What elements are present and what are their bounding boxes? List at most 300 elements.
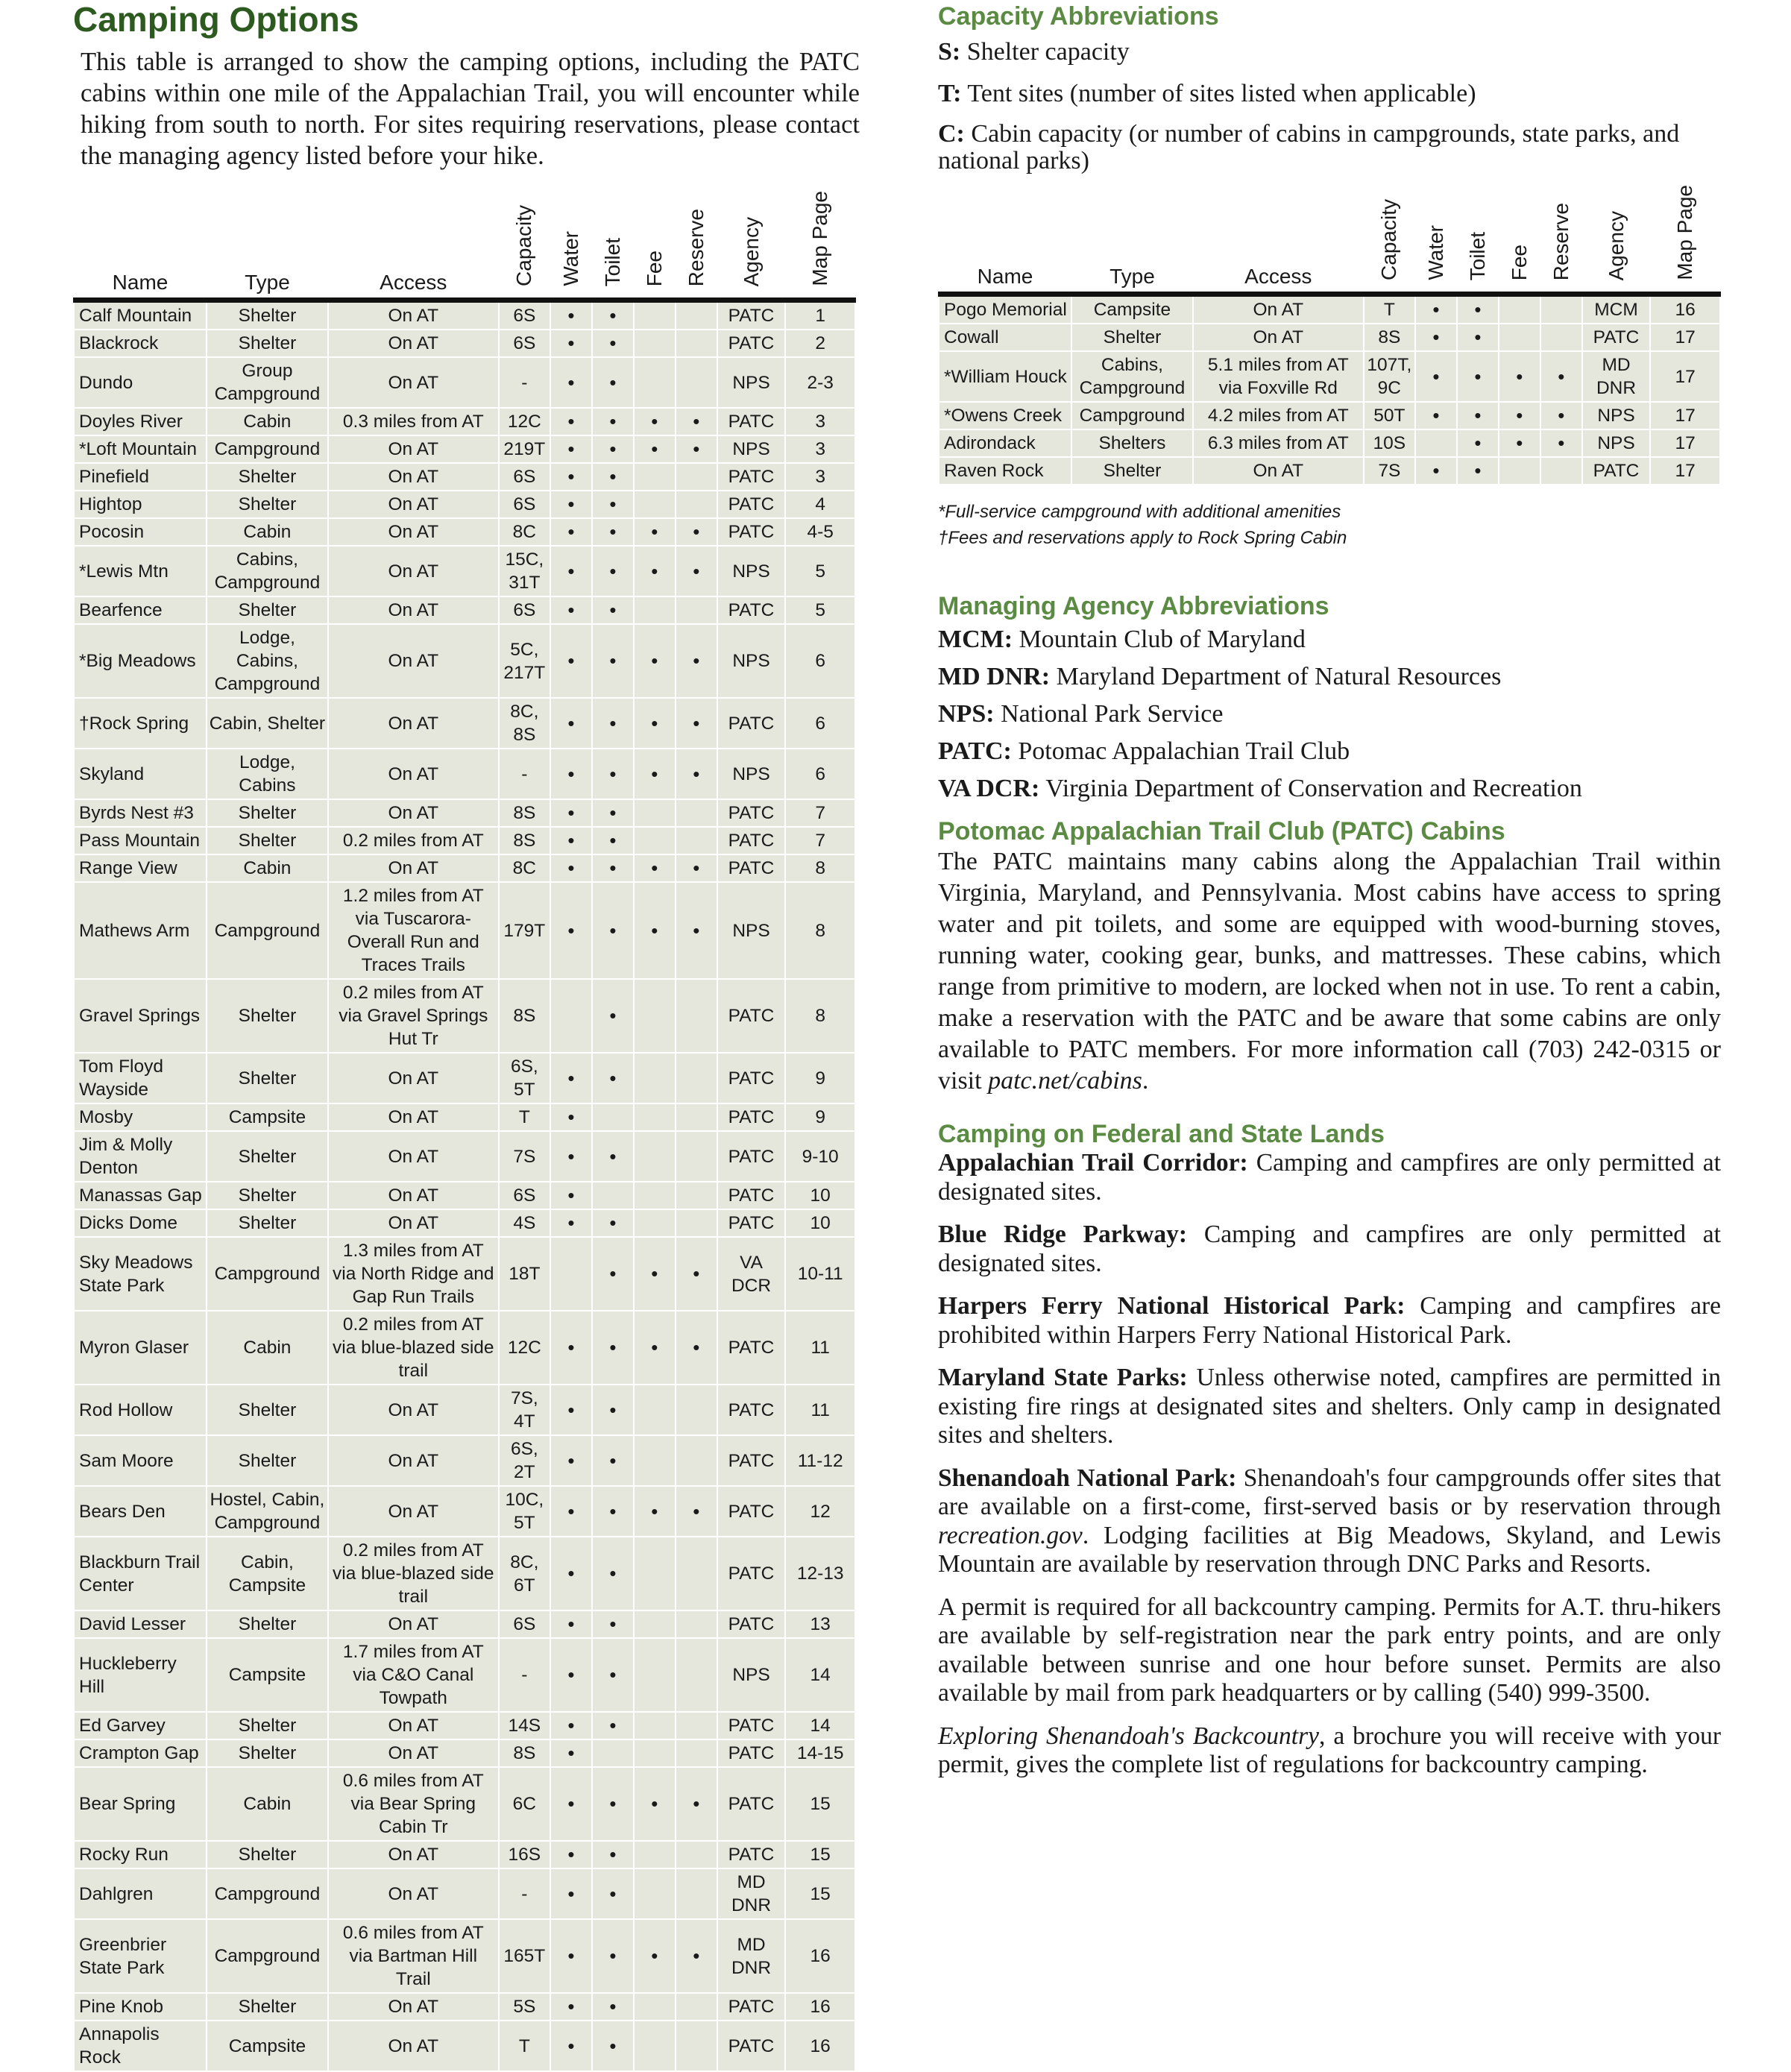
cell-reserve: • [1540,429,1582,457]
table-row [74,1131,855,1182]
cell-name: Pogo Memorial [939,295,1071,324]
cell-fee [634,330,676,357]
cell-agency: PATC [717,596,786,624]
cell-water: • [550,596,592,624]
cell-capacity: 8S [1364,324,1415,351]
cell-access: On AT [328,2021,499,2071]
cell-map-page: 17 [1650,429,1720,457]
cell-capacity: 4S [499,1209,550,1237]
cell-access: On AT [328,1739,499,1767]
cell-toilet: • [592,1993,634,2021]
cell-reserve [1540,295,1582,324]
cell-agency: PATC [717,827,786,854]
cell-access: On AT [328,698,499,749]
capacity-abbrev-list [938,37,1721,174]
agency-abbrev-item: PATC: Potomac Appalachian Trail Club [938,737,1350,765]
table-row [74,1610,855,1638]
cell-agency: PATC [717,1385,786,1435]
cell-access: 1.7 miles from AT via C&O Canal Towpath [328,1638,499,1712]
cell-type: Cabins, Campground [207,546,328,596]
cell-access: On AT [328,330,499,357]
cell-reserve [1540,324,1582,351]
table-row [939,324,1720,351]
cell-fee [634,1209,676,1237]
table-row [74,300,855,330]
cell-reserve [676,300,717,330]
cell-name: Annapolis Rock [74,2021,207,2071]
cell-agency: NPS [717,546,786,596]
cell-capacity: 6S, 2T [499,1435,550,1486]
cell-access: On AT [328,1841,499,1868]
cell-name: Blackburn Trail Center [74,1537,207,1610]
cell-agency: PATC [717,330,786,357]
cell-fee: • [634,749,676,799]
cell-agency: PATC [717,1712,786,1739]
cell-access: 0.2 miles from AT [328,827,499,854]
cell-map-page: 7 [785,799,855,827]
cell-map-page: 6 [785,698,855,749]
cell-reserve [676,1610,717,1638]
table-row [74,435,855,463]
cell-agency: PATC [717,1435,786,1486]
table-row [74,357,855,408]
land-rule-blue-ridge: Blue Ridge Parkway: Camping and campfires are only permitted at designated sites. [938,1221,1721,1277]
right-column [938,0,1721,1794]
table-row [74,1712,855,1739]
cell-type: Shelter [207,1739,328,1767]
cell-fee: • [634,435,676,463]
cell-access: On AT [1193,457,1364,485]
cell-reserve [676,2021,717,2071]
cell-access: 4.2 miles from AT [1193,402,1364,429]
cell-map-page: 8 [785,979,855,1053]
table-row [939,429,1720,457]
table-row [74,1841,855,1868]
cell-reserve [676,1209,717,1237]
cell-water: • [550,357,592,408]
cell-toilet: • [592,1638,634,1712]
cell-capacity: 7S [1364,457,1415,485]
cell-map-page: 14-15 [785,1739,855,1767]
cell-name: Bear Spring [74,1767,207,1841]
cell-access: 0.2 miles from AT via Gravel Springs Hut Tr [328,979,499,1053]
cell-toilet: • [592,1767,634,1841]
cell-capacity: 16S [499,1841,550,1868]
cell-name: Pinefield [74,463,207,491]
cell-capacity: 10C, 5T [499,1486,550,1537]
cell-type: Shelter [207,1385,328,1435]
cell-map-page: 5 [785,596,855,624]
cell-access: On AT [328,624,499,698]
cell-type: Shelter [207,1053,328,1103]
agency-abbrev-list [938,621,1721,807]
table-row [74,624,855,698]
cell-toilet: • [1457,457,1499,485]
cell-toilet: • [592,979,634,1053]
patc-cabins-link[interactable]: patc.net/cabins [988,1067,1142,1095]
table-row [74,1993,855,2021]
cell-name: *William Houck [939,351,1071,402]
cell-water: • [550,1311,592,1385]
cell-name: Rod Hollow [74,1385,207,1435]
cell-reserve: • [676,435,717,463]
page-title: Camping Options [73,0,359,39]
cell-capacity: 50T [1364,402,1415,429]
cell-map-page: 6 [785,749,855,799]
cell-map-page: 2-3 [785,357,855,408]
cell-toilet: • [592,1053,634,1103]
cell-agency: PATC [717,698,786,749]
cell-type: Hostel, Cabin, Campground [207,1486,328,1537]
cell-type: Cabin, Shelter [207,698,328,749]
table-header-row [74,191,855,300]
camping-table [73,191,856,2072]
cell-capacity: 5S [499,1993,550,2021]
cell-fee [634,357,676,408]
cell-capacity: 7S, 4T [499,1385,550,1435]
cell-fee [1499,457,1540,485]
cell-type: Shelter [207,1610,328,1638]
cell-agency: PATC [717,1486,786,1537]
cell-water: • [550,1868,592,1919]
cell-agency: NPS [717,749,786,799]
cell-access: On AT [328,1053,499,1103]
cell-map-page: 15 [785,1841,855,1868]
cell-capacity: 18T [499,1237,550,1311]
cell-toilet: • [592,1712,634,1739]
cell-agency: PATC [717,1537,786,1610]
cell-access: On AT [328,854,499,882]
cell-capacity: 8S [499,1739,550,1767]
cell-reserve [676,1712,717,1739]
cell-fee [634,1435,676,1486]
table-row [74,1385,855,1435]
cell-water: • [550,491,592,518]
cell-agency: MD DNR [717,1919,786,1993]
cell-fee [634,1868,676,1919]
cell-name: Ed Garvey [74,1712,207,1739]
cell-fee [634,1131,676,1182]
cell-agency: NPS [717,357,786,408]
cell-water: • [1415,402,1457,429]
cell-toilet: • [592,1209,634,1237]
cell-reserve: • [676,882,717,979]
cell-fee: • [1499,402,1540,429]
cell-capacity: 165T [499,1919,550,1993]
cell-fee [634,491,676,518]
cell-reserve [676,1868,717,1919]
cell-reserve [676,1841,717,1868]
table-row [74,749,855,799]
cell-water: • [550,1767,592,1841]
cell-water [1415,429,1457,457]
cell-map-page: 16 [1650,295,1720,324]
cell-capacity: 6S [499,300,550,330]
cell-capacity: 15C, 31T [499,546,550,596]
cell-capacity: 14S [499,1712,550,1739]
cell-access: On AT [328,1385,499,1435]
cell-agency: PATC [717,491,786,518]
table-header-row [939,185,1720,295]
cell-capacity: 6S [499,596,550,624]
cell-map-page: 7 [785,827,855,854]
cell-water: • [550,1537,592,1610]
cell-name: Rocky Run [74,1841,207,1868]
cell-type: Campsite [1071,295,1193,324]
cell-fee: • [1499,351,1540,402]
cell-reserve [676,1131,717,1182]
cell-capacity: 8S [499,979,550,1053]
cell-type: Campsite [207,1638,328,1712]
table-row [939,295,1720,324]
cell-water: • [550,624,592,698]
cell-reserve [676,1739,717,1767]
cell-toilet: • [592,1610,634,1638]
cell-type: Lodge, Cabins [207,749,328,799]
cell-type: Cabin [207,408,328,435]
table-row [74,1053,855,1103]
cell-water: • [550,799,592,827]
cell-water: • [550,749,592,799]
cell-fee [634,799,676,827]
cell-toilet: • [592,1435,634,1486]
cell-capacity: 8C, 6T [499,1537,550,1610]
cell-access: On AT [328,357,499,408]
cell-toilet: • [592,799,634,827]
land-rule-maryland-parks: Maryland State Parks: Unless otherwise noted, campfires are permitted in existing fire rings at designated sites and shelters. Only camp in designated sites and shelters. [938,1364,1721,1449]
cell-water: • [550,435,592,463]
cell-capacity: T [499,1103,550,1131]
cell-fee [634,2021,676,2071]
cell-capacity: 6S, 5T [499,1053,550,1103]
cell-access: On AT [328,1131,499,1182]
cell-toilet [592,1739,634,1767]
cell-map-page: 12 [785,1486,855,1537]
cell-fee [634,463,676,491]
header-access: Access [1193,185,1364,295]
header-access: Access [328,191,499,300]
cell-capacity: 6S [499,463,550,491]
recreation-gov-link[interactable]: recreation.gov [938,1521,1083,1549]
cell-water: • [550,1712,592,1739]
cell-map-page: 9-10 [785,1131,855,1182]
cell-map-page: 9 [785,1053,855,1103]
cell-toilet: • [1457,295,1499,324]
cell-access: On AT [328,491,499,518]
cell-water: • [550,1385,592,1435]
cell-reserve [676,463,717,491]
header-capacity: Capacity [499,191,550,300]
cell-map-page: 3 [785,435,855,463]
cell-capacity: 6S [499,330,550,357]
cell-agency: NPS [717,624,786,698]
cell-name: Bears Den [74,1486,207,1537]
cell-water: • [550,1993,592,2021]
header-water: Water [550,191,592,300]
cell-type: Shelter [207,827,328,854]
table-row [939,457,1720,485]
cell-access: 0.6 miles from AT via Bartman Hill Trail [328,1919,499,1993]
cell-type: Group Campground [207,357,328,408]
cell-agency: PATC [717,1209,786,1237]
cell-map-page: 12-13 [785,1537,855,1610]
capacity-abbrev-item: T: Tent sites (number of sites listed when applicable) [938,80,1476,107]
cell-water: • [550,1486,592,1537]
cell-name: Skyland [74,749,207,799]
cell-water: • [550,2021,592,2071]
cell-name: Dundo [74,357,207,408]
table-row [74,1209,855,1237]
cell-capacity: - [499,1638,550,1712]
cell-reserve [676,1993,717,2021]
cell-toilet: • [592,749,634,799]
cell-water: • [550,463,592,491]
header-type: Type [1071,185,1193,295]
table-row [74,1919,855,1993]
cell-type: Shelter [207,1182,328,1209]
cell-name: Manassas Gap [74,1182,207,1209]
cell-map-page: 8 [785,854,855,882]
cell-type: Shelter [207,300,328,330]
cell-toilet: • [592,491,634,518]
cell-map-page: 3 [785,463,855,491]
cell-map-page: 9 [785,1103,855,1131]
cell-capacity: T [499,2021,550,2071]
cell-fee [634,1385,676,1435]
table-row [74,1435,855,1486]
cell-type: Cabin [207,1311,328,1385]
cell-fee: • [634,882,676,979]
cell-name: Byrds Nest #3 [74,799,207,827]
cell-name: Myron Glaser [74,1311,207,1385]
camping-table-continued [938,185,1721,485]
cell-map-page: 10 [785,1182,855,1209]
cell-fee [634,1610,676,1638]
cell-agency: PATC [717,979,786,1053]
cell-name: Hightop [74,491,207,518]
cell-type: Cabin [207,518,328,546]
cell-map-page: 15 [785,1767,855,1841]
cell-map-page: 16 [785,1919,855,1993]
table-row [939,351,1720,402]
table-row [74,491,855,518]
cell-access: 0.2 miles from AT via blue-blazed side trail [328,1311,499,1385]
federal-lands-heading: Camping on Federal and State Lands [938,1120,1385,1148]
cell-fee: • [634,1237,676,1311]
cell-toilet: • [592,882,634,979]
cell-water: • [550,1131,592,1182]
cell-fee [1499,295,1540,324]
cell-map-page: 17 [1650,351,1720,402]
cell-water: • [550,330,592,357]
cell-map-page: 4 [785,491,855,518]
cell-reserve [676,1537,717,1610]
cell-reserve: • [676,408,717,435]
cell-type: Campsite [207,2021,328,2071]
brochure-paragraph: Exploring Shenandoah's Backcountry, a brochure you will receive with your permit, gives the complete list of regulations for backcountry camping. [938,1722,1721,1778]
cell-type: Shelter [207,1435,328,1486]
table-row [74,1103,855,1131]
cell-agency: VA DCR [717,1237,786,1311]
cell-map-page: 3 [785,408,855,435]
agency-abbrev-item: MCM: Mountain Club of Maryland [938,626,1306,653]
cell-fee: • [634,1919,676,1993]
cell-water: • [1415,324,1457,351]
cell-type: Campground [207,1868,328,1919]
cell-reserve [676,1638,717,1712]
cell-access: On AT [328,1868,499,1919]
cell-name: Sam Moore [74,1435,207,1486]
table-row [74,2021,855,2071]
cell-toilet: • [592,1919,634,1993]
cell-fee [634,1182,676,1209]
cell-agency: PATC [717,1993,786,2021]
cell-map-page: 1 [785,300,855,330]
table-row [74,979,855,1053]
cell-agency: PATC [717,1610,786,1638]
header-fee: Fee [1499,185,1540,295]
table-row [74,1868,855,1919]
table-row [74,882,855,979]
cell-type: Campground [207,435,328,463]
table-row [74,799,855,827]
cell-toilet: • [592,300,634,330]
cell-toilet: • [592,1486,634,1537]
cell-agency: PATC [717,1841,786,1868]
table-row [74,330,855,357]
cell-reserve [676,827,717,854]
cell-name: Pine Knob [74,1993,207,2021]
header-agency: Agency [1582,185,1651,295]
footnote-rock-spring: †Fees and reservations apply to Rock Spring Cabin [938,528,1347,548]
table-row [74,1486,855,1537]
cell-toilet: • [1457,429,1499,457]
cell-map-page: 6 [785,624,855,698]
cell-type: Shelter [207,979,328,1053]
cell-agency: PATC [717,408,786,435]
cell-access: On AT [328,1182,499,1209]
cell-name: Jim & Molly Denton [74,1131,207,1182]
cell-name: Cowall [939,324,1071,351]
cell-access: On AT [328,1103,499,1131]
cell-agency: NPS [1582,429,1651,457]
table-row [74,854,855,882]
cell-map-page: 15 [785,1868,855,1919]
agency-abbrev-heading: Managing Agency Abbreviations [938,592,1329,620]
cell-fee [634,596,676,624]
cell-map-page: 5 [785,546,855,596]
cell-water: • [550,408,592,435]
cell-agency: PATC [717,463,786,491]
cell-fee [634,300,676,330]
header-toilet: Toilet [592,191,634,300]
cell-capacity: 12C [499,408,550,435]
cell-access: On AT [328,1610,499,1638]
cell-name: *Big Meadows [74,624,207,698]
cell-reserve: • [676,1919,717,1993]
cell-capacity: - [499,749,550,799]
cell-access: On AT [328,300,499,330]
cell-type: Campground [207,882,328,979]
cell-name: Adirondack [939,429,1071,457]
cell-type: Lodge, Cabins, Campground [207,624,328,698]
cell-agency: PATC [717,1182,786,1209]
cell-fee [634,1053,676,1103]
cell-reserve: • [676,624,717,698]
cell-capacity: 6S [499,491,550,518]
cell-reserve [676,1103,717,1131]
cell-type: Cabins, Campground [1071,351,1193,402]
